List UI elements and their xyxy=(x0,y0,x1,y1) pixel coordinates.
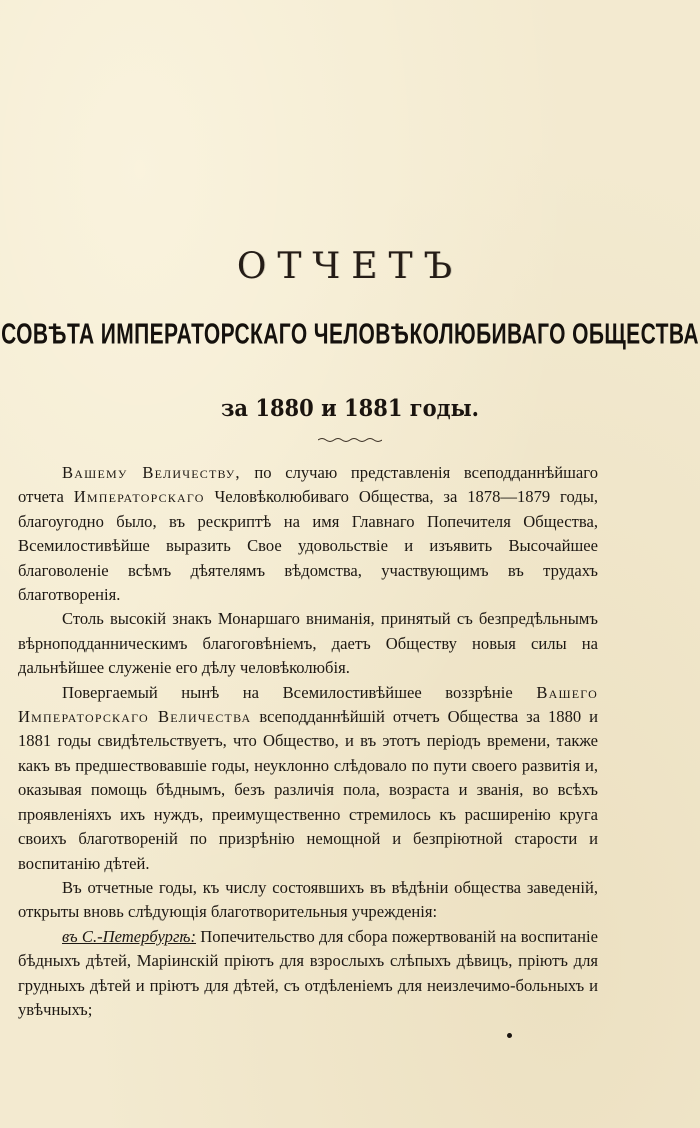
report-years: за 1880 и 1881 годы. xyxy=(221,394,479,422)
report-subtitle: СОВѢТА ИМПЕРАТОРСКАГО ЧЕЛОВѢКОЛЮБИВАГО ОБЩЕСТВА xyxy=(1,319,699,351)
paragraph-5 xyxy=(18,925,598,1023)
paragraph-5-text: Попечительство для сбора пожертвованій на воспитаніе бѣдныхъ дѣтей, Маріинскій пріютъ для взрослыхъ слѣпыхъ дѣвицъ, пріютъ для грудныхъ дѣтей и пріютъ для дѣтей, съ отдѣленіемъ для неизлечимо-больныхъ и увѣчныхъ; xyxy=(18,926,598,1019)
title-ornament-rule xyxy=(318,437,382,443)
majesty-smallcaps: Вашего Императорскаго Величества xyxy=(18,682,598,727)
paragraph-1-text-b: Человѣколюбиваго Общества, за 1878—1879 годы, благоугодно было, въ рескриптѣ на имя Главнаго Попечителя Общества, Всемилостивѣйше выразить Свое удовольствіе и изъявить Высочайшее благоволеніе всѣмъ дѣятелямъ вѣдомства, участвующимъ въ трудахъ благотворенія. xyxy=(18,487,598,605)
paragraph-4: Въ отчетные годы, къ числу состоявшихъ въ вѣдѣніи общества заведеній, открыты вновь слѣдующія благотворительныя учрежденія: xyxy=(18,877,598,922)
ink-dot xyxy=(507,1033,512,1038)
paragraph-2: Столь высокій знакъ Монаршаго вниманія, принятый съ безпредѣльнымъ вѣрноподданническимъ благоговѣніемъ, даетъ Обществу новыя силы на дальнѣйшее служеніе его дѣлу человѣколюбія. xyxy=(18,609,598,678)
report-title: ОТЧЕТЪ xyxy=(236,246,464,287)
report-body xyxy=(18,461,598,1022)
paragraph-1-text-a: по случаю представленія всеподданнѣйшаго отчета xyxy=(18,463,598,507)
paragraph-3-text-a: Повергаемый нынѣ на Всемилостивѣйшее воззрѣніе xyxy=(62,682,537,702)
city-heading: въ С.-Петербургѣ: xyxy=(62,926,197,946)
paragraph-3-text-b: всеподданнѣйшій отчетъ Общества за 1880 и 1881 годы свидѣтельствуетъ, что Общество, и въ этотъ періодъ времени, также какъ въ предшествовавшіе годы, неуклонно слѣдовало по пути своего развитія и, оказывая помощь бѣднымъ, безъ различія пола, возраста и званія, во всѣхъ проявленіяхъ ихъ нуждъ, преимущественно стремилось къ расширенію круга своихъ благотвореній по призрѣнію немощной и безпріютной старости и воспитанію дѣтей. xyxy=(18,707,599,873)
paragraph-3 xyxy=(18,681,598,876)
paragraph-1 xyxy=(18,461,598,607)
address-lead: Вашему Величеству, xyxy=(62,463,241,482)
org-name-smallcaps: Императорскаго xyxy=(73,487,205,507)
